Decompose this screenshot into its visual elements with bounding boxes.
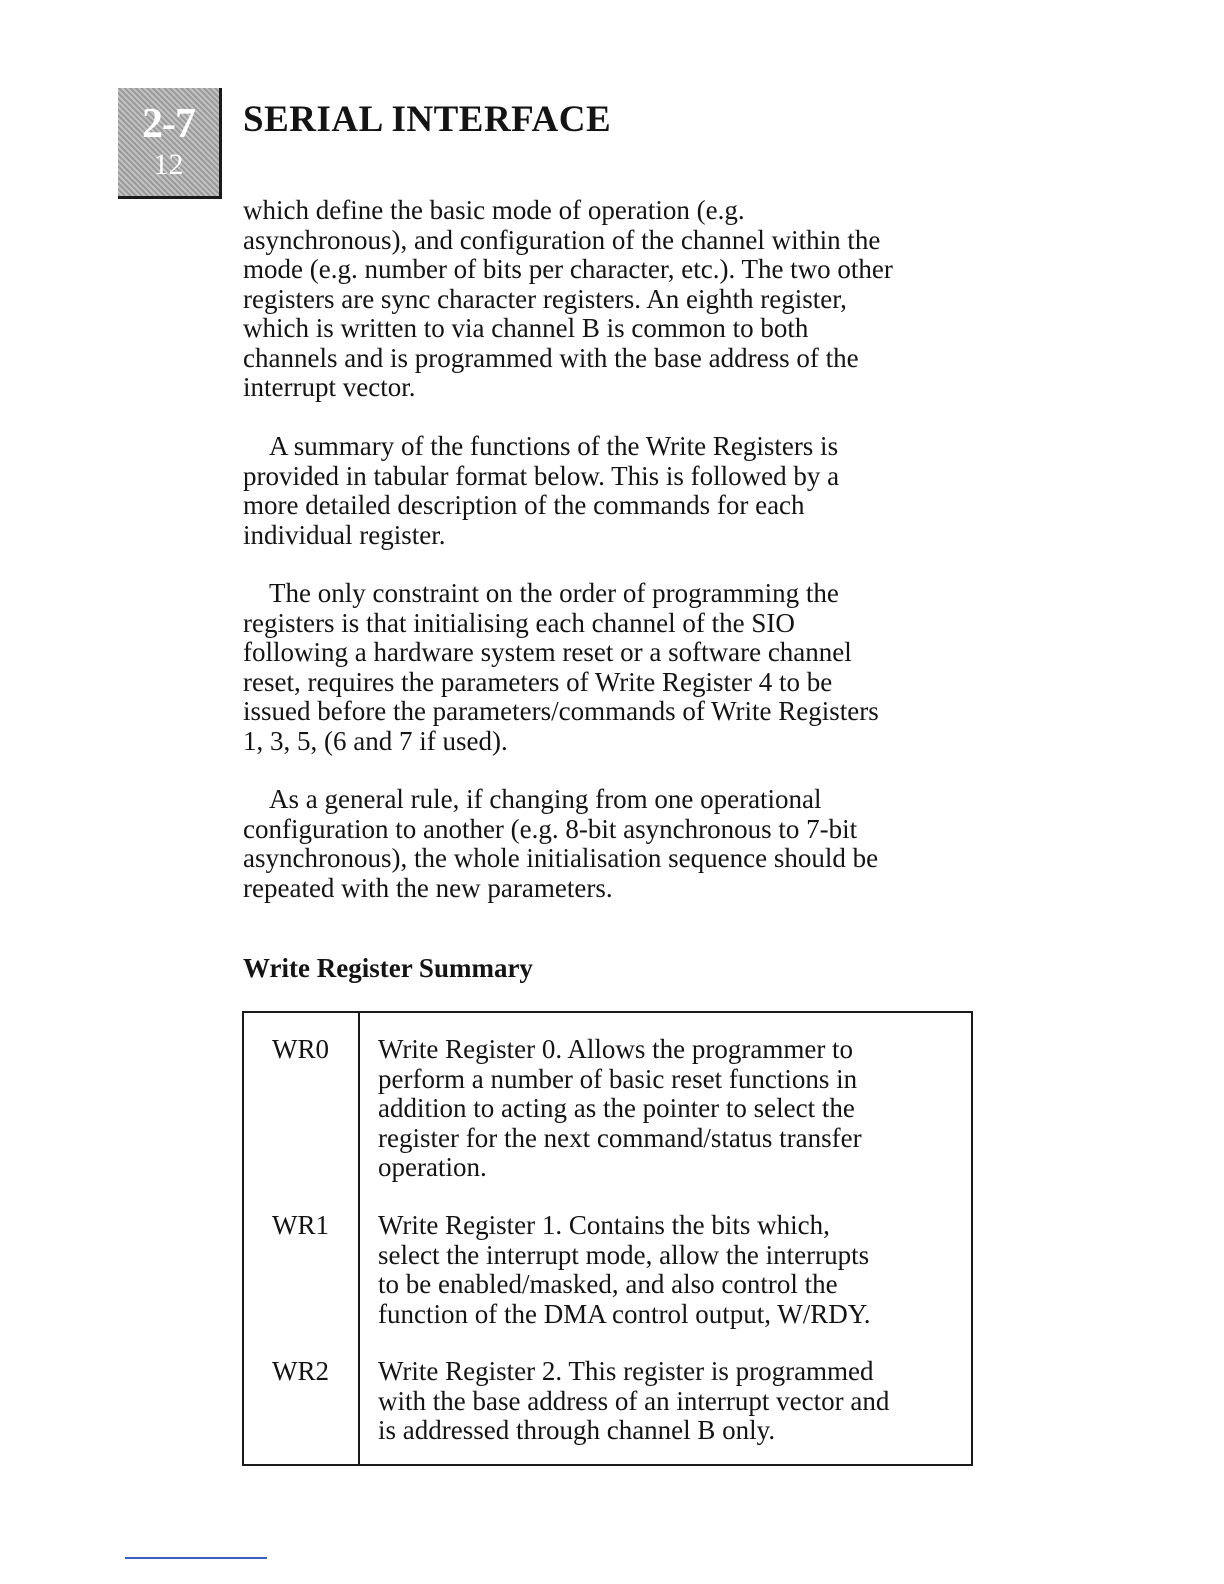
- text-line: more detailed description of the commands for each: [243, 490, 805, 520]
- text-line: reset, requires the parameters of Write Register 4 to be: [243, 666, 833, 697]
- text-line: provided in tabular format below. This is followed by a: [243, 460, 840, 491]
- register-description: [378, 1211, 968, 1329]
- text-line: addition to acting as the pointer to select the: [378, 1093, 855, 1123]
- text-line: which define the basic mode of operation (e.g.: [243, 195, 745, 225]
- text-line: As a general rule, if changing from one operational: [269, 784, 822, 814]
- text-line: register for the next command/status transfer: [378, 1122, 862, 1153]
- text-line: Write Register 0. Allows the programmer to: [378, 1034, 854, 1064]
- register-description: [378, 1035, 968, 1183]
- text-line: operation.: [378, 1152, 487, 1182]
- text-line: configuration to another (e.g. 8-bit asynchronous to 7-bit: [243, 813, 858, 844]
- text-line: perform a number of basic reset functions in: [378, 1063, 858, 1094]
- text-line: 1, 3, 5, (6 and 7 if used).: [243, 725, 508, 756]
- page-number: 12: [153, 148, 184, 181]
- register-name: WR0: [272, 1034, 329, 1064]
- paragraph-3: [243, 579, 983, 756]
- page-title: SERIAL INTERFACE: [243, 99, 612, 140]
- text-line: asynchronous), the whole initialisation sequence should be: [243, 843, 879, 873]
- column-divider: [358, 1013, 360, 1464]
- register-description: [378, 1357, 968, 1446]
- text-line: individual register.: [243, 519, 446, 550]
- summary-heading: Write Register Summary: [243, 953, 533, 983]
- text-line: asynchronous), and configuration of the channel within the: [243, 224, 881, 255]
- text-line: to be enabled/masked, and also control the: [378, 1269, 838, 1299]
- register-name: WR2: [272, 1356, 329, 1386]
- text-line: is addressed through channel B only.: [378, 1415, 776, 1445]
- text-line: registers are sync character registers. An eighth register,: [243, 283, 847, 314]
- text-line: Write Register 2. This register is programmed: [378, 1356, 874, 1386]
- text-line: which is written to via channel B is common to both: [243, 313, 809, 343]
- text-line: with the base address of an interrupt vector and: [378, 1385, 890, 1416]
- text-line: registers is that initialising each channel of the SIO: [243, 607, 795, 638]
- text-line: channels and is programmed with the base address of the: [243, 342, 859, 373]
- text-line: Write Register 1. Contains the bits which,: [378, 1210, 830, 1240]
- text-line: repeated with the new parameters.: [243, 872, 613, 903]
- register-summary-table: [242, 1011, 973, 1466]
- text-line: function of the DMA control output, W/RDY.: [378, 1298, 871, 1329]
- text-line: A summary of the functions of the Write Registers is: [269, 431, 839, 461]
- section-number: 2-7: [142, 101, 195, 147]
- text-line: mode (e.g. number of bits per character, etc.). The two other: [243, 254, 893, 284]
- section-badge: [118, 88, 222, 199]
- footer-rule: [125, 1557, 267, 1559]
- register-name: WR1: [272, 1210, 329, 1240]
- text-line: issued before the parameters/commands of Write Registers: [243, 696, 879, 726]
- paragraph-2: [243, 432, 983, 550]
- paragraph-4: [243, 785, 983, 903]
- text-line: select the interrupt mode, allow the interrupts: [378, 1239, 870, 1270]
- paragraph-1: [243, 196, 983, 403]
- text-line: following a hardware system reset or a software channel: [243, 637, 852, 667]
- text-line: interrupt vector.: [243, 372, 416, 402]
- text-line: The only constraint on the order of programming the: [269, 578, 839, 608]
